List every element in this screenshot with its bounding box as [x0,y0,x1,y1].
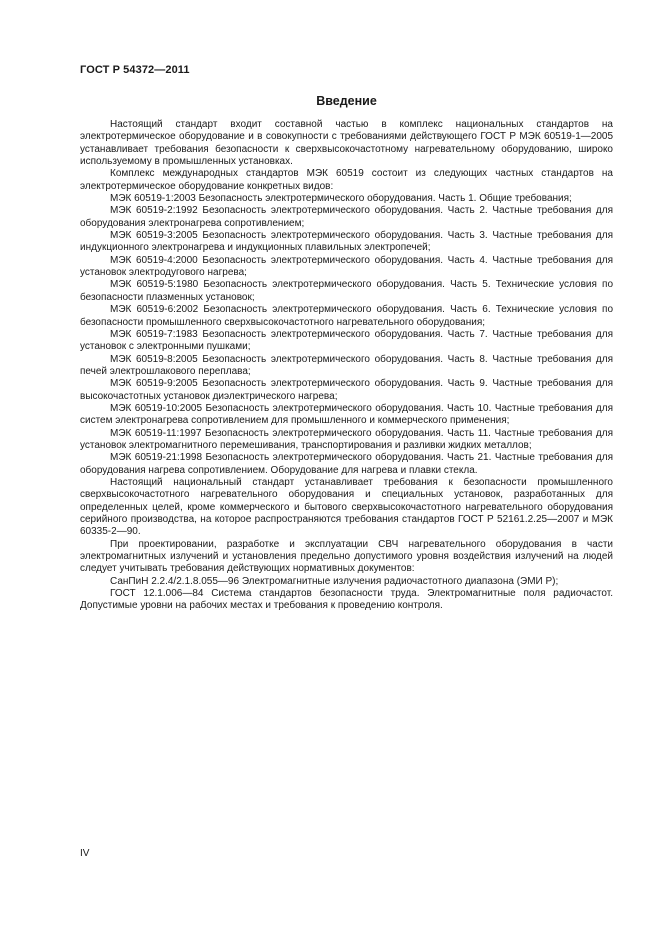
standard-list-item: МЭК 60519-7:1983 Безопасность электротермического оборудования. Часть 7. Частные требования для установок с электронными пушками; [80,328,613,353]
standard-list-item: МЭК 60519-6:2002 Безопасность электротермического оборудования. Часть 6. Технические условия по безопасности промышленного сверхвысокочастотного нагревательного оборудования; [80,304,613,328]
section-title: Введение [316,94,377,108]
standard-list-item: МЭК 60519-2:1992 Безопасность электротермического оборудования. Часть 2. Частные требования для оборудования электронагрева сопротивлением; [80,205,613,229]
standard-list-item: МЭК 60519-4:2000 Безопасность электротермического оборудования. Часть 4. Частные требования для установок электродугового нагрева; [80,254,613,279]
standard-list-item: МЭК 60519-8:2005 Безопасность электротермического оборудования. Часть 8. Частные требования для печей электрошлакового переплава; [80,353,613,377]
standard-list-item: МЭК 60519-9:2005 Безопасность электротермического оборудования. Часть 9. Частные требования для высокочастотных установок диэлектрического нагрева; [80,378,613,402]
document-body [80,119,613,613]
paragraph: Настоящий национальный стандарт устанавливает требования к безопасности промышленного сверхвысокочастотного нагревательного оборудования и специальных установок, разработанных для определенных целей, кроме коммерческого и бытового сверхвысокочастотного нагревательного оборудования серийного производства, на которое распространяются требования стандартов ГОСТ Р 52161.2.25—2007 и МЭК 60335-2—90. [80,476,613,538]
standard-list-item: МЭК 60519-21:1998 Безопасность электротермического оборудования. Часть 21. Частные требования для оборудования нагрева сопротивлением. Оборудование для нагрева и плавки стекла. [80,452,613,476]
standard-list-item: МЭК 60519-11:1997 Безопасность электротермического оборудования. Часть 11. Частные требования для установок электромагнитного перемешивания, транспортирования и разливки жидких металлов; [80,427,613,451]
standard-list-item: МЭК 60519-10:2005 Безопасность электротермического оборудования. Часть 10. Частные требования для систем электронагрева сопротивлением для промышленного и коммерческого применения; [80,402,613,427]
standard-list-item: МЭК 60519-5:1980 Безопасность электротермического оборудования. Часть 5. Технические условия по безопасности плазменных установок; [80,279,613,303]
paragraph: Комплекс международных стандартов МЭК 60519 состоит из следующих частных стандартов на электротермическое оборудование конкретных видов: [80,168,613,192]
paragraph: При проектировании, разработке и эксплуатации СВЧ нагревательного оборудования в части электромагнитных излучений и установления предельно допустимого уровня воздействия излучений на людей следует учитывать требования действующих нормативных документов: [80,538,613,575]
page-number: IV [80,848,90,859]
paragraph: Настоящий стандарт входит составной частью в комплекс национальных стандартов на электротермическое оборудование и в совокупности с требованиями действующего ГОСТ Р МЭК 60519-1—2005 устанавливает требования безопасности к сверхвысокочастотному нагревательному оборудованию, широко используемому в промышленных установках. [80,119,613,168]
document-header: ГОСТ Р 54372—2011 [80,64,190,76]
standard-list-item: МЭК 60519-1:2003 Безопасность электротермического оборудования. Часть 1. Общие требования; [110,193,572,205]
normative-doc-item: ГОСТ 12.1.006—84 Система стандартов безопасности труда. Электромагнитные поля радиочастот. Допустимые уровни на рабочих местах и требования к проведению контроля. [80,588,613,612]
standard-list-item: МЭК 60519-3:2005 Безопасность электротермического оборудования. Часть 3. Частные требования для индукционного электронагрева и индукционных плавильных электропечей; [80,230,613,254]
normative-doc-item: СанПиН 2.2.4/2.1.8.055—96 Электромагнитные излучения радиочастотного диапазона (ЭМИ Р); [110,575,559,587]
